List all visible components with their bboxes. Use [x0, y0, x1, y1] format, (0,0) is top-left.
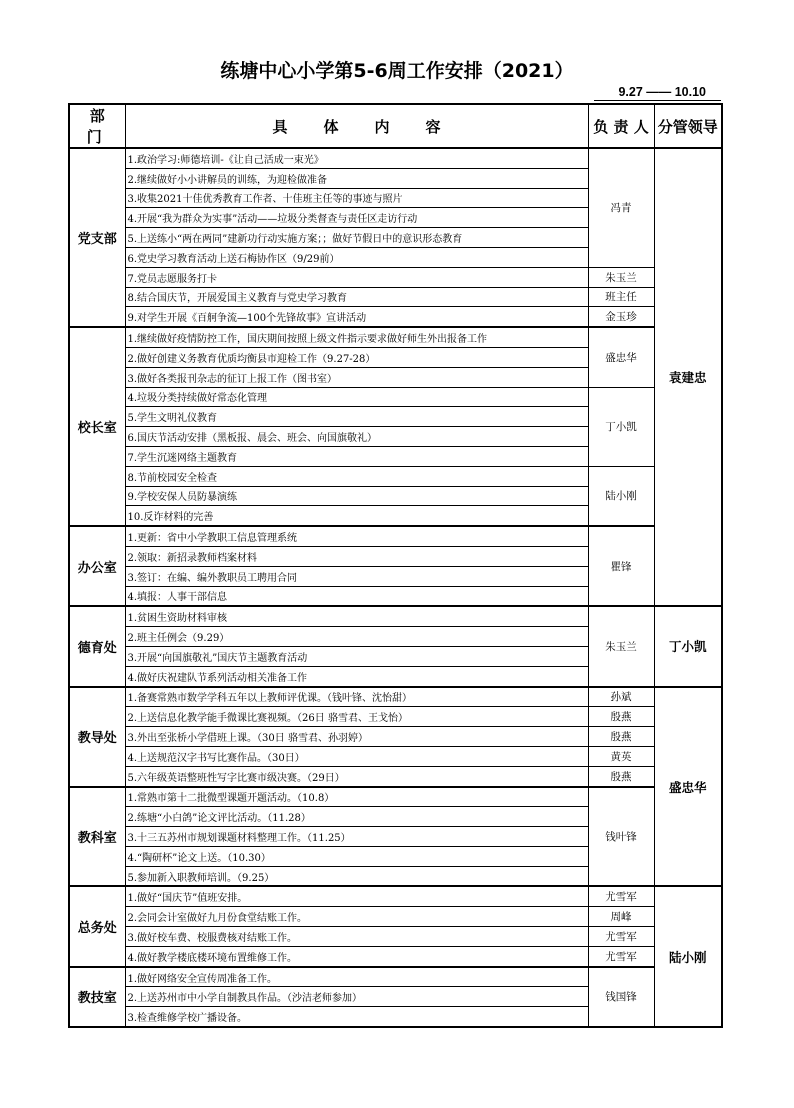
- header-content: 具体内容: [125, 104, 588, 148]
- responsible-person: 金玉珍: [588, 307, 654, 327]
- task-item: 2.练塘“小白鸽”论文评比活动。（11.28）: [125, 807, 588, 827]
- responsible-person: 朱玉兰: [588, 267, 654, 287]
- task-item: 2.领取：新招录教师档案材料: [125, 546, 588, 566]
- table-row: [69, 287, 722, 307]
- task-item: 2.上送信息化教学能手微课比赛视频。（26日 骆雪君、王戈怡）: [125, 707, 588, 727]
- header-row: [69, 104, 722, 148]
- dept-cell: 办公室: [69, 526, 125, 606]
- task-item: 3.外出至张桥小学借班上课。（30日 骆雪君、孙羽婷）: [125, 727, 588, 747]
- task-item: 5.参加新入职教师培训。（9.25）: [125, 866, 588, 886]
- table-row: [69, 307, 722, 327]
- dept-cell: 教科室: [69, 787, 125, 887]
- task-item: 5.六年级英语整班性写字比赛市级决赛。（29日）: [125, 766, 588, 786]
- supervising-leader: 丁小凯: [654, 606, 722, 686]
- table-row: [69, 327, 722, 347]
- dept-cell: 校长室: [69, 327, 125, 526]
- responsible-person: 尤雪军: [588, 946, 654, 966]
- task-item: 2.继续做好小小讲解员的训练，为迎检做准备: [125, 168, 588, 188]
- table-row: [69, 886, 722, 906]
- task-item: 2.做好创建义务教育优质均衡县市迎检工作（9.27-28）: [125, 347, 588, 367]
- page-title: 练塘中心小学第5-6周工作安排（2021）: [220, 60, 574, 82]
- responsible-person: 盛忠华: [588, 327, 654, 387]
- supervising-leader: 陆小刚: [654, 886, 722, 1027]
- table-row: [69, 466, 722, 486]
- table-row: [69, 148, 722, 168]
- date-range: 9.27 —— 10.10: [618, 85, 706, 99]
- table-row: [69, 766, 722, 786]
- task-item: 1.继续做好疫情防控工作，国庆期间按照上级文件指示要求做好师生外出报备工作: [125, 327, 588, 347]
- responsible-person: 钱国锋: [588, 967, 654, 1027]
- responsible-person: 黄英: [588, 746, 654, 766]
- task-item: 4.填报：人事干部信息: [125, 586, 588, 606]
- task-item: 1.贫困生资助材料审核: [125, 606, 588, 626]
- task-item: 1.备赛常熟市数学学科五年以上教师评优课。（钱叶锋、沈怡甜）: [125, 687, 588, 707]
- task-item: 5.学生文明礼仪教育: [125, 407, 588, 427]
- date-underline: [594, 100, 721, 101]
- task-item: 2.上送苏州市中小学自制教具作品。（沙洁老师参加）: [125, 987, 588, 1007]
- responsible-person: 周峰: [588, 907, 654, 927]
- task-item: 1.更新：省中小学教职工信息管理系统: [125, 526, 588, 546]
- task-item: 4.做好庆祝建队节系列活动相关准备工作: [125, 666, 588, 686]
- task-item: 3.做好各类报刊杂志的征订上报工作（图书室）: [125, 367, 588, 387]
- responsible-person: 钱叶锋: [588, 787, 654, 887]
- task-item: 3.开展“向国旗敬礼”国庆节主题教育活动: [125, 646, 588, 666]
- table-row: [69, 687, 722, 707]
- table-row: [69, 907, 722, 927]
- responsible-person: 殷燕: [588, 707, 654, 727]
- responsible-person: 尤雪军: [588, 927, 654, 947]
- task-item: 6.党史学习教育活动上送石梅协作区（9/29前）: [125, 247, 588, 267]
- supervising-leader: 袁建忠: [654, 148, 722, 606]
- table-row: [69, 746, 722, 766]
- task-item: 7.学生沉迷网络主题教育: [125, 446, 588, 466]
- dept-cell: 德育处: [69, 606, 125, 686]
- task-item: 6.国庆节活动安排（黑板报、晨会、班会、向国旗敬礼）: [125, 427, 588, 447]
- task-item: 4.“陶研杯”论文上送。（10.30）: [125, 846, 588, 866]
- table-row: [69, 967, 722, 987]
- table-row: [69, 927, 722, 947]
- responsible-person: 冯青: [588, 148, 654, 267]
- table-row: [69, 267, 722, 287]
- task-item: 3.收集2021十佳优秀教育工作者、十佳班主任等的事迹与照片: [125, 188, 588, 208]
- task-item: 5.上送练小“两在两同”建新功行动实施方案；；做好节假日中的意识形态教育: [125, 228, 588, 248]
- dept-cell: 教导处: [69, 687, 125, 787]
- task-item: 1.做好网络安全宣传周准备工作。: [125, 967, 588, 987]
- task-item: 4.做好教学楼底楼环境布置维修工作。: [125, 946, 588, 966]
- responsible-person: 朱玉兰: [588, 606, 654, 686]
- task-item: 3.做好校车费、校服费核对结账工作。: [125, 927, 588, 947]
- responsible-person: 陆小刚: [588, 466, 654, 526]
- dept-cell: 党支部: [69, 148, 125, 327]
- dept-cell: 总务处: [69, 886, 125, 966]
- task-item: 3.检查维修学校广播设备。: [125, 1007, 588, 1027]
- table-row: [69, 606, 722, 626]
- table-row: [69, 727, 722, 747]
- dept-cell: 教技室: [69, 967, 125, 1027]
- task-item: 1.常熟市第十二批微型课题开题活动。（10.8）: [125, 787, 588, 807]
- task-item: 10.反诈材料的完善: [125, 506, 588, 526]
- responsible-person: 殷燕: [588, 727, 654, 747]
- task-item: 2.会同会计室做好九月份食堂结账工作。: [125, 907, 588, 927]
- task-item: 8.结合国庆节，开展爱国主义教育与党史学习教育: [125, 287, 588, 307]
- task-item: 1.政治学习:师德培训-《让自己活成一束光》: [125, 148, 588, 168]
- task-item: 4.上送规范汉字书写比赛作品。（30日）: [125, 746, 588, 766]
- task-item: 4.垃圾分类持续做好常态化管理: [125, 387, 588, 407]
- task-item: 8.节前校园安全检查: [125, 466, 588, 486]
- header-dept: 部 门: [69, 104, 125, 148]
- task-item: 9.对学生开展《百舸争流—100个先锋故事》宣讲活动: [125, 307, 588, 327]
- table-row: [69, 707, 722, 727]
- task-item: 2.班主任例会（9.29）: [125, 627, 588, 647]
- schedule-table: [68, 103, 723, 1028]
- task-item: 4.开展“我为群众为实事”活动——垃圾分类督查与责任区走访行动: [125, 208, 588, 228]
- responsible-person: 丁小凯: [588, 387, 654, 466]
- responsible-person: 孙斌: [588, 687, 654, 707]
- task-item: 3.签订：在编、编外教职员工聘用合同: [125, 566, 588, 586]
- table-row: [69, 787, 722, 807]
- task-item: 9.学校安保人员防暴演练: [125, 486, 588, 506]
- task-item: 1.做好“国庆节”值班安排。: [125, 886, 588, 906]
- responsible-person: 尤雪军: [588, 886, 654, 906]
- responsible-person: 殷燕: [588, 766, 654, 786]
- responsible-person: 瞿锋: [588, 526, 654, 606]
- supervising-leader: 盛忠华: [654, 687, 722, 887]
- task-item: 7.党员志愿服务打卡: [125, 267, 588, 287]
- table-row: [69, 946, 722, 966]
- table-row: [69, 526, 722, 546]
- schedule-body: [69, 148, 722, 1027]
- header-leader: 分管领导: [654, 104, 722, 148]
- table-row: [69, 387, 722, 407]
- responsible-person: 班主任: [588, 287, 654, 307]
- task-item: 3.十三五苏州市规划课题材料整理工作。（11.25）: [125, 827, 588, 847]
- header-person: 负 责 人: [588, 104, 654, 148]
